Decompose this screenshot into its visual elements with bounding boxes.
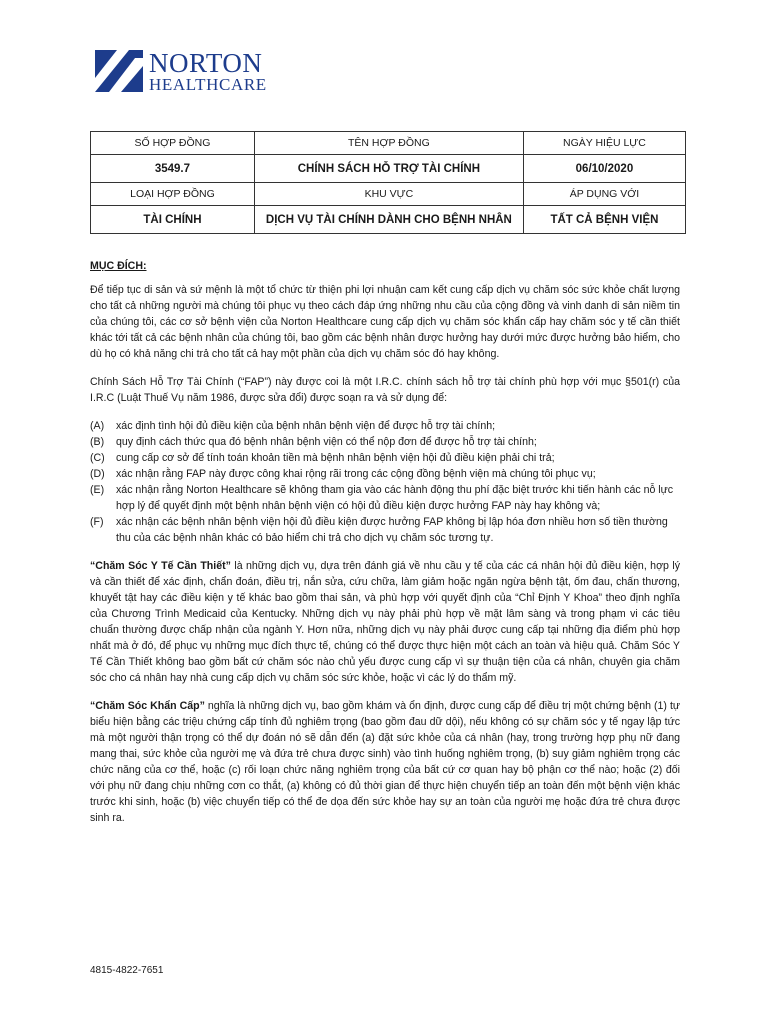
list-item: [90, 482, 680, 514]
contract-name-value: CHÍNH SÁCH HỖ TRỢ TÀI CHÍNH: [254, 155, 523, 183]
logo-line-2: HEALTHCARE: [149, 74, 267, 94]
list-text: xác nhận các bệnh nhân bệnh viện hội đủ điều kiện được hưởng FAP không bị lập hóa đơn nhiều hơn số tiền thường thu của các bệnh nhân khác có bảo hiểm chi trả cho dịch vụ chăm sóc tương tự.: [116, 516, 668, 544]
list-text: xác định tình hội đủ điều kiện của bệnh nhân bệnh viện để được hỗ trợ tài chính;: [116, 420, 496, 432]
list-marker: (F): [90, 516, 104, 528]
definition-text: nghĩa là những dịch vụ, bao gồm khám và ổn định, được cung cấp để điều trị một chứng bệnh (1) tự biểu hiện bằng các triệu chứng cấp tính đủ nghiêm trọng (bao gồm đau dữ dội), nếu không có sự chăm sóc y tế ngay lập tức mà một người thận trọng có thể dự đoán nó sẽ dẫn đến (a) đặt sức khỏe của cá nhân (hay, trong trường hợp phụ nữ đang mang thai, sức khỏe của người mẹ và đứa trẻ chưa được sinh) vào tình huống nghiêm trọng, (b) suy giảm nghiêm trọng các chức năng của cơ thể, hoặc (c) rối loạn chức năng nghiêm trọng của bất cứ cơ quan hay bộ phận cơ thể nào; hoặc (2) đối với phụ nữ đang chịu những cơn co thắt, (a) không có đủ thời gian để thực hiện chuyển tiếp an toàn đến một bệnh viện khác trước khi sinh, hoặc (b) việc chuyển tiếp có thể đe dọa đến sức khỏe hay sự an toàn của người mẹ hoặc đứa trẻ chưa được sinh ra.: [90, 700, 680, 824]
list-text: quy định cách thức qua đó bệnh nhân bệnh viện có thể nộp đơn để được hỗ trợ tài chính;: [116, 436, 537, 448]
header-value-row-2: [91, 206, 686, 234]
effective-date-label: NGÀY HIỆU LỰC: [523, 132, 685, 155]
list-marker: (C): [90, 452, 105, 464]
fap-intro-paragraph: Chính Sách Hỗ Trợ Tài Chính (“FAP”) này được coi là một I.R.C. chính sách hỗ trợ tài chính phù hợp với mục §501(r) của I.R.C (Luật Thuế Vụ năm 1986, được sửa đổi) được soạn ra và sử dụng để:: [90, 376, 680, 404]
defined-term: “Chăm Sóc Y Tế Cần Thiết”: [90, 560, 231, 572]
effective-date-value: 06/10/2020: [523, 155, 685, 183]
document-body: [90, 258, 680, 838]
area-label: KHU VỰC: [254, 183, 523, 206]
medically-necessary-care-definition: [90, 558, 680, 686]
list-text: xác nhận rằng Norton Healthcare sẽ không tham gia vào các hành động thu phí đặc biệt trước khi tiến hành các nỗ lực hợp lý để quyết định một bệnh nhân bệnh viện có hội đủ điều kiện được hưởng FAP này hay không và;: [116, 484, 674, 512]
contract-number-value: 3549.7: [91, 155, 255, 183]
list-marker: (D): [90, 468, 105, 480]
policy-header-table: [90, 131, 686, 234]
logo-mark-icon: [95, 50, 143, 92]
document-id-footer: 4815-4822-7651: [90, 965, 164, 976]
contract-name-label: TÊN HỢP ĐỒNG: [254, 132, 523, 155]
list-item: [90, 450, 680, 466]
norton-healthcare-logo: [95, 47, 267, 94]
applies-to-value: TẤT CẢ BỆNH VIỆN: [523, 206, 685, 234]
header-value-row: [91, 155, 686, 183]
header-label-row: [91, 132, 686, 155]
list-text: xác nhận rằng FAP này được công khai rộng rãi trong các cộng đồng bệnh viện mà chúng tôi phục vụ;: [116, 468, 596, 480]
list-text: cung cấp cơ sở để tính toán khoản tiền mà bệnh nhân bệnh viện hội đủ điều kiện phải chi trả;: [116, 452, 555, 464]
list-marker: (E): [90, 484, 105, 496]
list-item: [90, 466, 680, 482]
contract-number-label: SỐ HỢP ĐỒNG: [91, 132, 255, 155]
defined-term: “Chăm Sóc Khẩn Cấp”: [90, 700, 205, 712]
applies-to-label: ÁP DỤNG VỚI: [523, 183, 685, 206]
emergency-care-definition: [90, 698, 680, 826]
list-marker: (A): [90, 420, 105, 432]
logo-line-1: NORTON: [149, 47, 263, 78]
definition-text: là những dịch vụ, dựa trên đánh giá về nhu cầu y tế của các cá nhân hội đủ điều kiện, hợp lý và cần thiết để xác định, chẩn đoán, điều trị, nắn sửa, cứu chữa, làm giảm hoặc ngăn ngừa bệnh tật, ốm đau, chấn thương, khuyết tật hay các điều kiện y tế khác bao gồm thai sản, và phù hợp với quyết định của “Chỉ Định Y Khoa” theo định nghĩa của Chương Trình Medicaid của Kentucky. Những dịch vụ này phải phù hợp về mặt lâm sàng và trong phạm vi các tiêu chuẩn thường được chấp nhận của ngành Y. Hơn nữa, những dịch vụ này phải được cung cấp tại những địa điểm phù hợp nhất mà ở đó, để phục vụ những mục đích thực tế, chúng có thể được thực hiện một cách an toàn và hiệu quả. Chăm Sóc Y Tế Cần Thiết không bao gồm bất cứ chăm sóc nào chủ yếu được cung cấp vì sự thuận tiện của cá nhân, chuyên gia chăm sóc cho cá nhân hay nhà cung cấp dịch vụ chăm sóc sức khỏe, hoặc vì các lý do thẩm mỹ.: [90, 560, 680, 684]
area-value: DỊCH VỤ TÀI CHÍNH DÀNH CHO BỆNH NHÂN: [254, 206, 523, 234]
purpose-heading: MỤC ĐÍCH:: [90, 260, 147, 272]
list-item: [90, 418, 680, 434]
contract-type-value: TÀI CHÍNH: [91, 206, 255, 234]
list-item: [90, 434, 680, 450]
purpose-paragraph: Để tiếp tục di sản và sứ mệnh là một tổ chức từ thiện phi lợi nhuận cam kết cung cấp dịch vụ chăm sóc sức khỏe chất lượng cho tất cả những người mà chúng tôi phục vụ theo cách đáp ứng những nhu cầu của cộng đồng và vinh danh di sản niềm tin của chúng tôi, các cơ sở bệnh viện của Norton Healthcare cung cấp dịch vụ chăm sóc khẩn cấp hay chăm sóc y tế cần thiết khác tới tất cả các bệnh nhân của chúng tôi, bao gồm các bệnh nhân được hưởng hay dưới mức được hưởng bảo hiểm, cho dù họ có khả năng chi trả cho tất cả hay một phần của dịch vụ chăm sóc đó hay không.: [90, 284, 680, 360]
header-label-row-2: [91, 183, 686, 206]
list-item: [90, 514, 680, 546]
contract-type-label: LOẠI HỢP ĐỒNG: [91, 183, 255, 206]
list-marker: (B): [90, 436, 105, 448]
purpose-list: [90, 418, 680, 546]
